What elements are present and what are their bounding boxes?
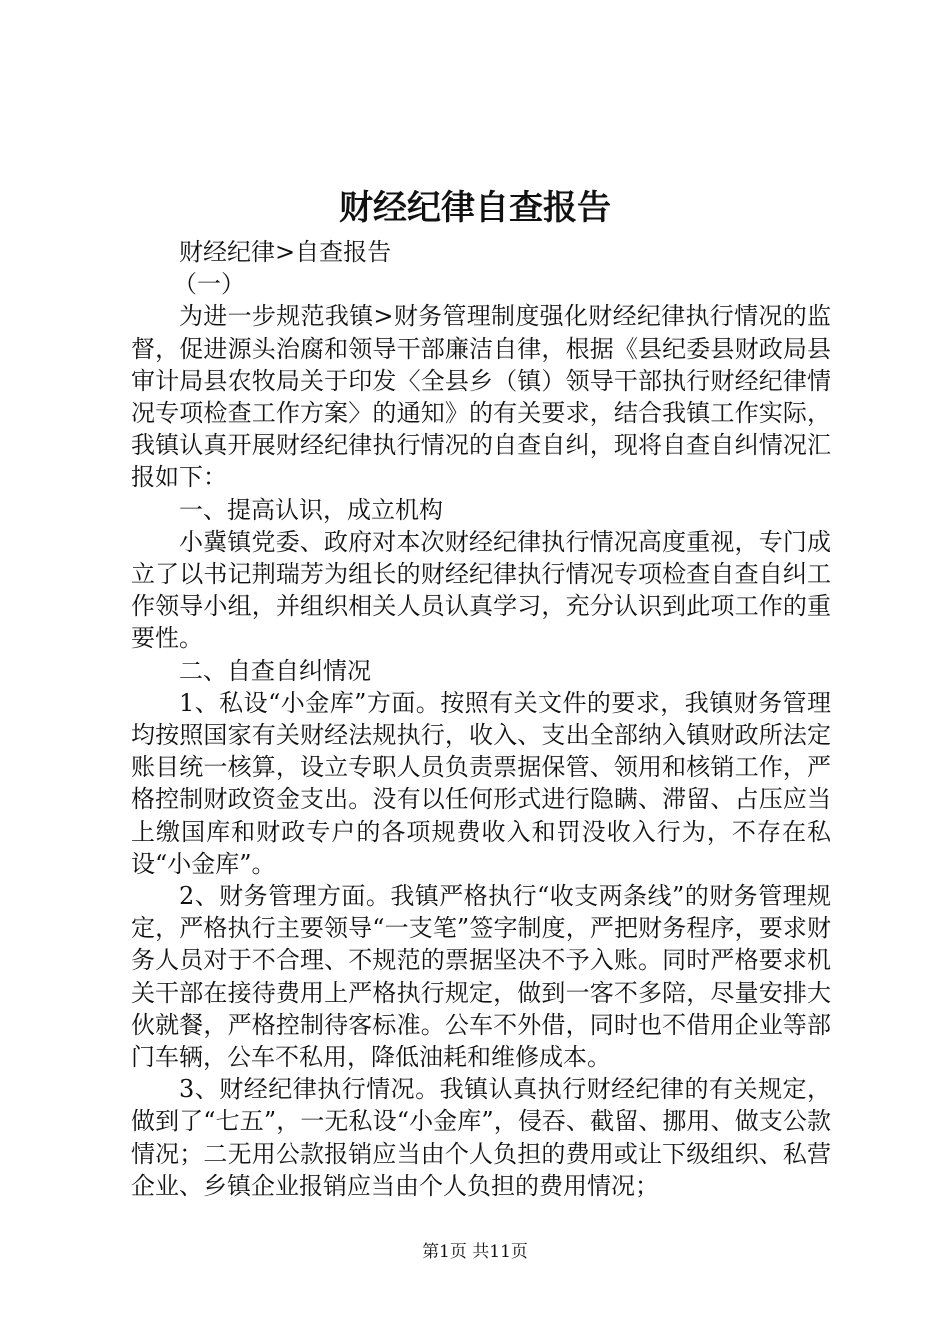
paragraph-intro: 为进一步规范我镇>财务管理制度强化财经纪律执行情况的监督，促进源头治腐和领导干部廉洁自律，根据《县纪委县财政局县审计局县农牧局关于印发〈全县乡（镇）领导干部执行财经纪律情况专项检查工作方案〉的通知》的有关要求，结合我镇工作实际，我镇认真开展财经纪律执行情况的自查自纠，现将自查自纠情况汇报如下： (131, 302, 831, 492)
document-title: 财经纪律自查报告 (339, 188, 611, 228)
paragraph-section-one: 小冀镇党委、政府对本次财经纪律执行情况高度重视，专门成立了以书记荆瑞芳为组长的财经纪律执行情况专项检查自查自纠工作领导小组，并组织相关人员认真学习，充分认识到此项工作的重要性。 (131, 527, 831, 653)
page-footer: 第1页 共11页 (422, 1242, 528, 1262)
paragraph-subtitle: 财经纪律>自查报告 (179, 238, 392, 266)
document-body (131, 236, 831, 1202)
paragraph-item-2: 2、财务管理方面。我镇严格执行“收支两条线”的财务管理规定，严格执行主要领导“一支笔”签字制度，严把财务程序，要求财务人员对于不合理、不规范的票据坚决不予入账。同时严格要求机关干部在接待费用上严格执行规定，做到一客不多陪，尽量安排大伙就餐，严格控制待客标准。公车不外借，同时也不借用企业等部门车辆，公车不私用，降低油耗和维修成本。 (131, 882, 831, 1072)
heading-section-two: 二、自查自纠情况 (179, 656, 371, 685)
heading-section-one: 一、提高认识，成立机构 (179, 495, 443, 524)
paragraph-item-3: 3、财经纪律执行情况。我镇认真执行财经纪律的有关规定，做到了“七五”，一无私设“小金库”，侵吞、截留、挪用、做支公款情况；二无用公款报销应当由个人负担的费用或让下级组织、私营企业、乡镇企业报销应当由个人负担的费用情况； (131, 1075, 831, 1200)
paragraph-section-number: （一） (173, 270, 245, 299)
paragraph-item-1: 1、私设“小金库”方面。按照有关文件的要求，我镇财务管理均按照国家有关财经法规执行，收入、支出全部纳入镇财政所法定账目统一核算，设立专职人员负责票据保管、领用和核销工作，严格控制财政资金支出。没有以任何形式进行隐瞒、滞留、占压应当上缴国库和财政专户的各项规费收入和罚没收入行为，不存在私设“小金库”。 (131, 688, 831, 878)
